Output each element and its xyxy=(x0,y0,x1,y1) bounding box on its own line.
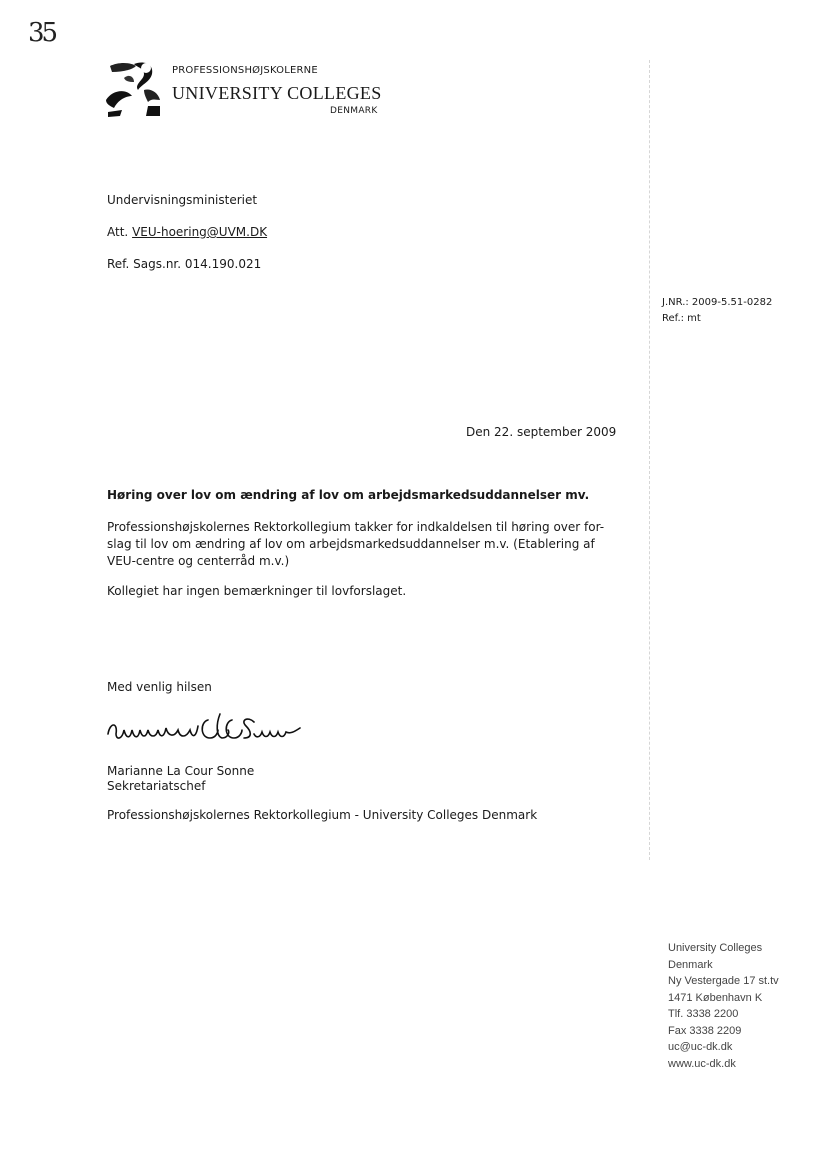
logo-line-denmark: DENMARK xyxy=(330,106,378,116)
handwritten-signature xyxy=(104,704,304,748)
margin-divider xyxy=(649,60,650,860)
side-reference: Ref.: mt xyxy=(662,313,701,324)
footer-line-country: Denmark xyxy=(668,958,713,971)
footer-line-organization: University Colleges xyxy=(668,942,763,954)
body-paragraph-1-line-3: VEU-centre og centerråd m.v.) xyxy=(107,554,290,568)
letter-date: Den 22. september 2009 xyxy=(466,425,617,439)
page-number: 35 xyxy=(28,18,56,48)
letter-subject: Høring over lov om ændring af lov om arbejdsmarkedsuddannelser mv. xyxy=(107,488,590,502)
footer-line-website[interactable]: www.uc-dk.dk xyxy=(668,1057,736,1070)
footer-line-city: 1471 København K xyxy=(668,991,763,1004)
signer-name: Marianne La Cour Sonne xyxy=(107,764,255,778)
recipient-name: Undervisningsministeriet xyxy=(107,193,258,207)
body-paragraph-1-line-1: Professionshøjskolernes Rektorkollegium takker for indkaldelsen til høring over for- xyxy=(107,520,605,534)
footer-line-email[interactable]: uc@uc-dk.dk xyxy=(668,1041,733,1053)
signer-organization: Professionshøjskolernes Rektorkollegium - University Colleges Denmark xyxy=(107,808,538,822)
footer-line-fax: Fax 3338 2209 xyxy=(668,1024,742,1037)
att-label: Att. xyxy=(107,225,129,239)
logo-line-university-colleges: UNIVERSITY COLLEGES xyxy=(172,83,382,103)
footer-line-phone: Tlf. 3338 2200 xyxy=(668,1008,739,1020)
logo-line-professionshojskolerne: PROFESSIONSHØJSKOLERNE xyxy=(172,65,318,76)
body-paragraph-2: Kollegiet har ingen bemærkninger til lovforslaget. xyxy=(107,584,407,598)
closing-greeting: Med venlig hilsen xyxy=(107,680,212,694)
university-colleges-logo-icon xyxy=(104,60,164,118)
att-email-link[interactable]: VEU-hoering@UVM.DK xyxy=(132,225,268,239)
recipient-att xyxy=(107,224,267,241)
footer-address xyxy=(668,940,779,1072)
signer-title: Sekretariatschef xyxy=(107,779,206,793)
body-paragraph-1-line-2: slag til lov om ændring af lov om arbejdsmarkedsuddannelser m.v. (Etablering af xyxy=(107,537,595,551)
footer-line-street: Ny Vestergade 17 st.tv xyxy=(668,975,779,987)
journal-number: J.NR.: 2009-5.51-0282 xyxy=(662,297,773,308)
recipient-reference: Ref. Sags.nr. 014.190.021 xyxy=(107,257,262,271)
